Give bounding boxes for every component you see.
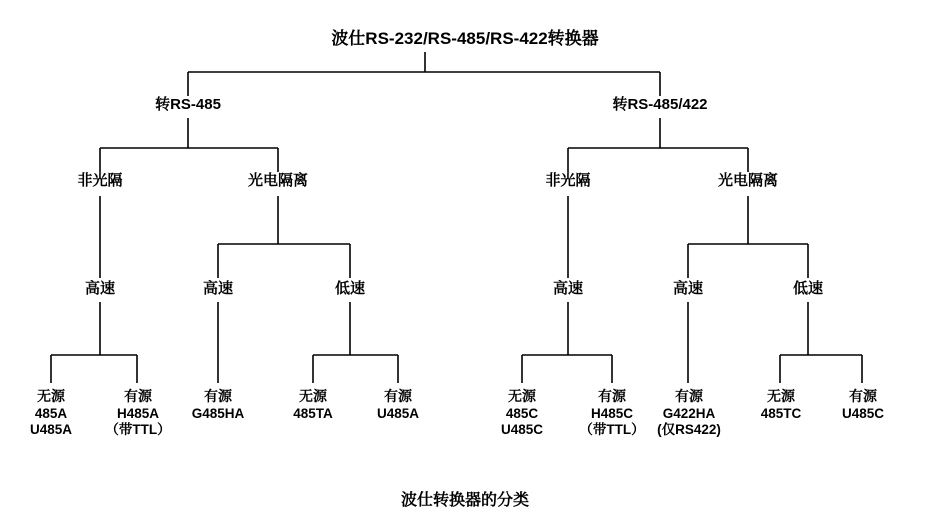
node-right-non-isolated-label: 非光隔	[545, 172, 591, 189]
leaf-node-485ta-model: 485TA	[293, 405, 333, 421]
leaf-node-485c	[478, 388, 566, 439]
leaf-node-h485c-note: （带TTL）	[579, 422, 645, 438]
root-node	[0, 28, 930, 49]
leaf-node-485a-label: 无源	[37, 388, 65, 404]
leaf-node-u485a-model: U485A	[376, 405, 420, 421]
leaf-node-485a-model: 485A	[34, 405, 68, 421]
leaf-node-g422ha	[645, 388, 733, 439]
leaf-node-485ta	[270, 388, 356, 422]
node-speed-right-iso-low-label: 低速	[792, 280, 823, 297]
node-left-opto-isolated	[218, 172, 338, 191]
branch-node-rs485-422-label: 转RS-485/422	[612, 96, 708, 113]
node-speed-right-non-iso-high	[518, 280, 618, 299]
leaf-node-485tc-label: 无源	[767, 388, 795, 404]
node-speed-left-non-iso-high-label: 高速	[84, 280, 115, 297]
node-speed-right-iso-low	[758, 280, 858, 299]
leaf-node-h485a-label: 有源	[124, 388, 152, 404]
leaf-node-485tc	[738, 388, 824, 422]
node-left-non-isolated	[40, 172, 160, 191]
node-speed-right-iso-high	[638, 280, 738, 299]
node-left-opto-isolated-label: 光电隔离	[247, 172, 308, 189]
leaf-node-h485a-note: （带TTL）	[105, 422, 171, 438]
leaf-node-h485c-model: H485C	[590, 405, 634, 421]
leaf-node-u485c-model: U485C	[841, 405, 885, 421]
node-speed-left-iso-low-label: 低速	[334, 280, 365, 297]
branch-node-rs485-label: 转RS-485	[155, 96, 221, 113]
node-right-opto-isolated	[688, 172, 808, 191]
leaf-node-g485ha-label: 有源	[204, 388, 232, 404]
leaf-node-485c-model2: U485C	[500, 422, 544, 438]
leaf-node-g422ha-label: 有源	[675, 388, 703, 404]
figure-caption-label: 波仕转换器的分类	[400, 492, 529, 509]
leaf-node-485a	[11, 388, 91, 439]
node-speed-left-iso-high	[168, 280, 268, 299]
root-node-label: 波仕RS-232/RS-485/RS-422转换器	[331, 29, 599, 48]
leaf-node-u485a	[355, 388, 441, 422]
leaf-node-485c-model: 485C	[505, 405, 539, 421]
leaf-node-u485a-label: 有源	[384, 388, 412, 404]
node-right-non-isolated	[508, 172, 628, 191]
node-speed-left-non-iso-high	[50, 280, 150, 299]
leaf-node-485a-model2: U485A	[29, 422, 73, 438]
branch-node-rs485	[88, 96, 288, 115]
node-speed-left-iso-high-label: 高速	[202, 280, 233, 297]
node-speed-right-non-iso-high-label: 高速	[552, 280, 583, 297]
leaf-node-h485a-model: H485A	[116, 405, 160, 421]
leaf-node-485c-label: 无源	[508, 388, 536, 404]
leaf-node-g485ha	[170, 388, 266, 422]
figure-caption	[0, 487, 930, 510]
branch-node-rs485-422	[560, 96, 760, 115]
node-left-non-isolated-label: 非光隔	[77, 172, 123, 189]
leaf-node-g422ha-model: G422HA	[662, 405, 716, 421]
node-speed-right-iso-high-label: 高速	[672, 280, 703, 297]
leaf-node-g485ha-model: G485HA	[191, 405, 245, 421]
leaf-node-485ta-label: 无源	[299, 388, 327, 404]
node-speed-left-iso-low	[300, 280, 400, 299]
leaf-node-u485c	[820, 388, 906, 422]
leaf-node-485tc-model: 485TC	[760, 405, 802, 421]
leaf-node-g422ha-note: (仅RS422)	[657, 422, 721, 438]
leaf-node-h485c-label: 有源	[598, 388, 626, 404]
leaf-node-u485c-label: 有源	[849, 388, 877, 404]
node-right-opto-isolated-label: 光电隔离	[717, 172, 778, 189]
